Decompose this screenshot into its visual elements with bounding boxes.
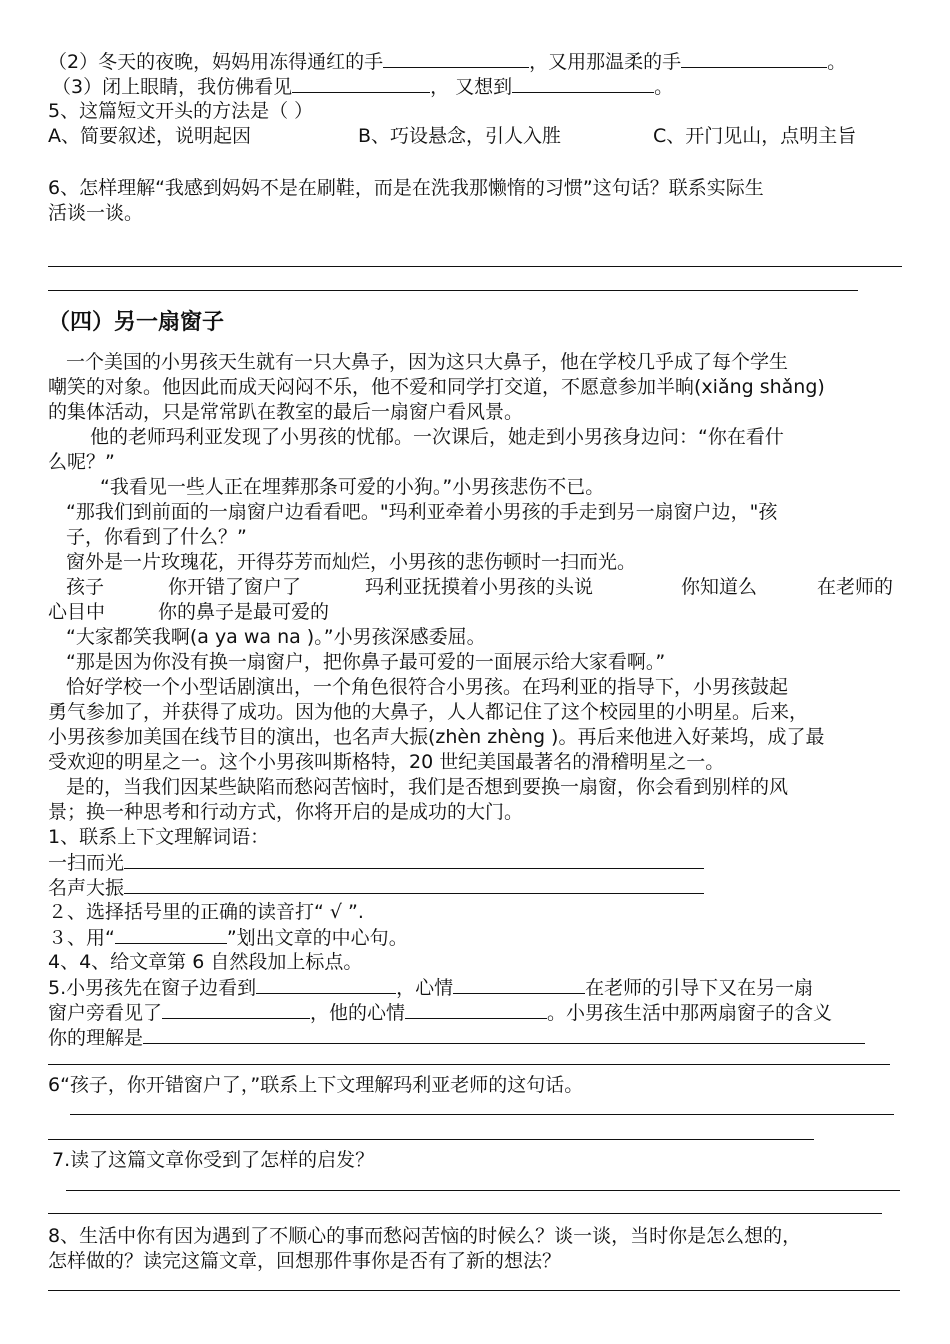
passage-line: 的集体活动，只是常常趴在教室的最后一扇窗户看风景。: [48, 401, 524, 423]
answer-line[interactable]: [48, 1139, 814, 1140]
exercise-6: 6“孩子，你开错窗户了，”联系上下文理解玛利亚老师的这句话。: [48, 1074, 584, 1096]
answer-blank[interactable]: [124, 875, 704, 894]
passage-line: 勇气参加了，并获得了成功。因为他的大鼻子，人人都记住了这个校园里的小明星。后来，: [48, 701, 809, 723]
exercise-5-line-3: [48, 1025, 865, 1050]
q5-text: ，心情: [396, 977, 454, 999]
term: 名声大振: [48, 877, 125, 899]
passage-line: 窗外是一片玫瑰花，开得芬芳而灿烂，小男孩的悲伤顿时一扫而光。: [66, 551, 637, 573]
q5-text: ，他的心情: [310, 1002, 406, 1024]
answer-blank[interactable]: [405, 1000, 547, 1019]
answer-line[interactable]: [48, 1290, 900, 1291]
option-a[interactable]: A、简要叙述，说明起因: [48, 125, 251, 147]
q3-text-b: ”划出文章的中心句。: [226, 927, 408, 949]
answer-blank[interactable]: [124, 850, 704, 869]
exercise-7: 7.读了这篇文章你受到了怎样的启发？: [52, 1149, 375, 1171]
q5-text: 5.小男孩先在窗子边看到: [48, 977, 257, 999]
exercise-2: ２、选择括号里的正确的读音打“ √ ”.: [48, 901, 364, 923]
answer-blank[interactable]: [681, 49, 827, 68]
answer-line[interactable]: [70, 1114, 894, 1115]
exercise-8-line-1: 8、生活中你有因为遇到了不顺心的事而愁闷苦恼的时候么？谈一谈，当时你是怎么想的，: [48, 1225, 802, 1247]
phrase: 在老师的: [817, 576, 894, 598]
q4-3-text-c: 。: [654, 76, 674, 98]
question-6-line-1: 6、怎样理解“我感到妈妈不是在刷鞋，而是在洗我那懒惰的习惯”这句话？联系实际生: [48, 177, 764, 199]
exercise-8-line-2: 怎样做的？读完这篇文章，回想那件事你是否有了新的想法？: [48, 1250, 562, 1272]
q4-3-text-b: ， 又想到: [430, 76, 513, 98]
passage-line: “大家都笑我啊(a ya wa na )。”小男孩深感委屈。: [66, 626, 486, 648]
answer-line[interactable]: [48, 290, 858, 291]
answer-blank[interactable]: [453, 975, 585, 994]
answer-line[interactable]: [48, 266, 902, 267]
passage-line: 么呢？”: [48, 451, 115, 473]
option-b[interactable]: B、巧设悬念，引人入胜: [358, 125, 562, 147]
term: 一扫而光: [48, 852, 125, 874]
question-4-2: [48, 49, 846, 74]
passage-line: 小男孩参加美国在线节目的演出，也名声大振(zhèn zhèng )。再后来他进入好莱坞，成了最: [48, 726, 825, 748]
phrase: 你开错了窗户了: [168, 576, 302, 598]
passage-line: “我看见一些人正在埋葬那条可爱的小狗。”小男孩悲伤不已。: [100, 476, 605, 498]
answer-blank[interactable]: [143, 1025, 865, 1044]
question-5-options: [48, 124, 856, 148]
q4-2-text-c: 。: [827, 51, 847, 73]
passage-line: 一个美国的小男孩天生就有一只大鼻子，因为这只大鼻子，他在学校几乎成了每个学生: [66, 351, 789, 373]
passage-line-unpunctuated: [66, 575, 893, 599]
passage-line: 是的，当我们因某些缺陷而愁闷苦恼时，我们是否想到要换一扇窗，你会看到别样的风: [66, 776, 789, 798]
passage-line: 嘲笑的对象。他因此而成天闷闷不乐，他不爱和同学打交道，不愿意参加半晌(xiǎng shǎng): [48, 376, 825, 398]
q4-2-text-b: ，又用那温柔的手: [529, 51, 682, 73]
exercise-5-line-2: [48, 1000, 832, 1025]
option-c[interactable]: C、开门见山，点明主旨: [653, 125, 857, 147]
answer-blank[interactable]: [512, 74, 654, 93]
question-5: 5、这篇短文开头的方法是（ ）: [48, 100, 314, 122]
q5-text: 你的理解是: [48, 1027, 144, 1049]
answer-line[interactable]: [48, 1213, 882, 1214]
q5-text: 。小男孩生活中那两扇窗子的含义: [547, 1002, 833, 1024]
answer-blank[interactable]: [162, 1000, 310, 1019]
section-title: （四）另一扇窗子: [48, 310, 225, 335]
q5-text: 在老师的引导下又在另一扇: [585, 977, 814, 999]
phrase: 玛利亚抚摸着小男孩的头说: [365, 576, 594, 598]
underline-sample: [115, 925, 227, 944]
exercise-1-a: [48, 850, 704, 875]
q3-text-a: ３、用“: [48, 927, 115, 949]
q4-3-text-a: （3）闭上眼睛，我仿佛看见: [52, 76, 293, 98]
exercise-4: 4、4、给文章第 6 自然段加上标点。: [48, 951, 363, 973]
question-4-3: [52, 74, 673, 99]
phrase: 心目中: [48, 601, 106, 623]
passage-line: “那是因为你没有换一扇窗户，把你鼻子最可爱的一面展示给大家看啊。”: [66, 651, 666, 673]
passage-line: “那我们到前面的一扇窗户边看看吧。"玛利亚牵着小男孩的手走到另一扇窗户边，"孩: [66, 501, 778, 523]
exercise-1-b: [48, 875, 704, 900]
passage-line-unpunctuated: [48, 600, 329, 624]
answer-blank[interactable]: [256, 975, 396, 994]
answer-blank[interactable]: [383, 49, 529, 68]
exercise-5-line-1: [48, 975, 813, 1000]
phrase: 你知道么: [681, 576, 758, 598]
question-6-line-2: 活谈一谈。: [48, 202, 144, 224]
passage-line: 受欢迎的明星之一。这个小男孩叫斯格特，20 世纪美国最著名的滑稽明星之一。: [48, 751, 725, 773]
answer-blank[interactable]: [292, 74, 430, 93]
q4-2-text-a: （2）冬天的夜晚，妈妈用冻得通红的手: [48, 51, 384, 73]
passage-line: 他的老师玛利亚发现了小男孩的忧郁。一次课后，她走到小男孩身边问：“你在看什: [90, 426, 784, 448]
answer-line[interactable]: [48, 1064, 890, 1065]
passage-line: 景；换一种思考和行动方式，你将开启的是成功的大门。: [48, 801, 524, 823]
q5-text: 窗户旁看见了: [48, 1002, 163, 1024]
answer-line[interactable]: [66, 1190, 900, 1191]
passage-line: 子，你看到了什么？”: [66, 526, 247, 548]
exercise-1: 1、联系上下文理解词语：: [48, 826, 270, 848]
phrase: 孩子: [66, 576, 105, 598]
exercise-3: [48, 925, 408, 950]
phrase: 你的鼻子是最可爱的: [158, 601, 330, 623]
passage-line: 恰好学校一个小型话剧演出，一个角色很符合小男孩。在玛利亚的指导下，小男孩鼓起: [66, 676, 789, 698]
